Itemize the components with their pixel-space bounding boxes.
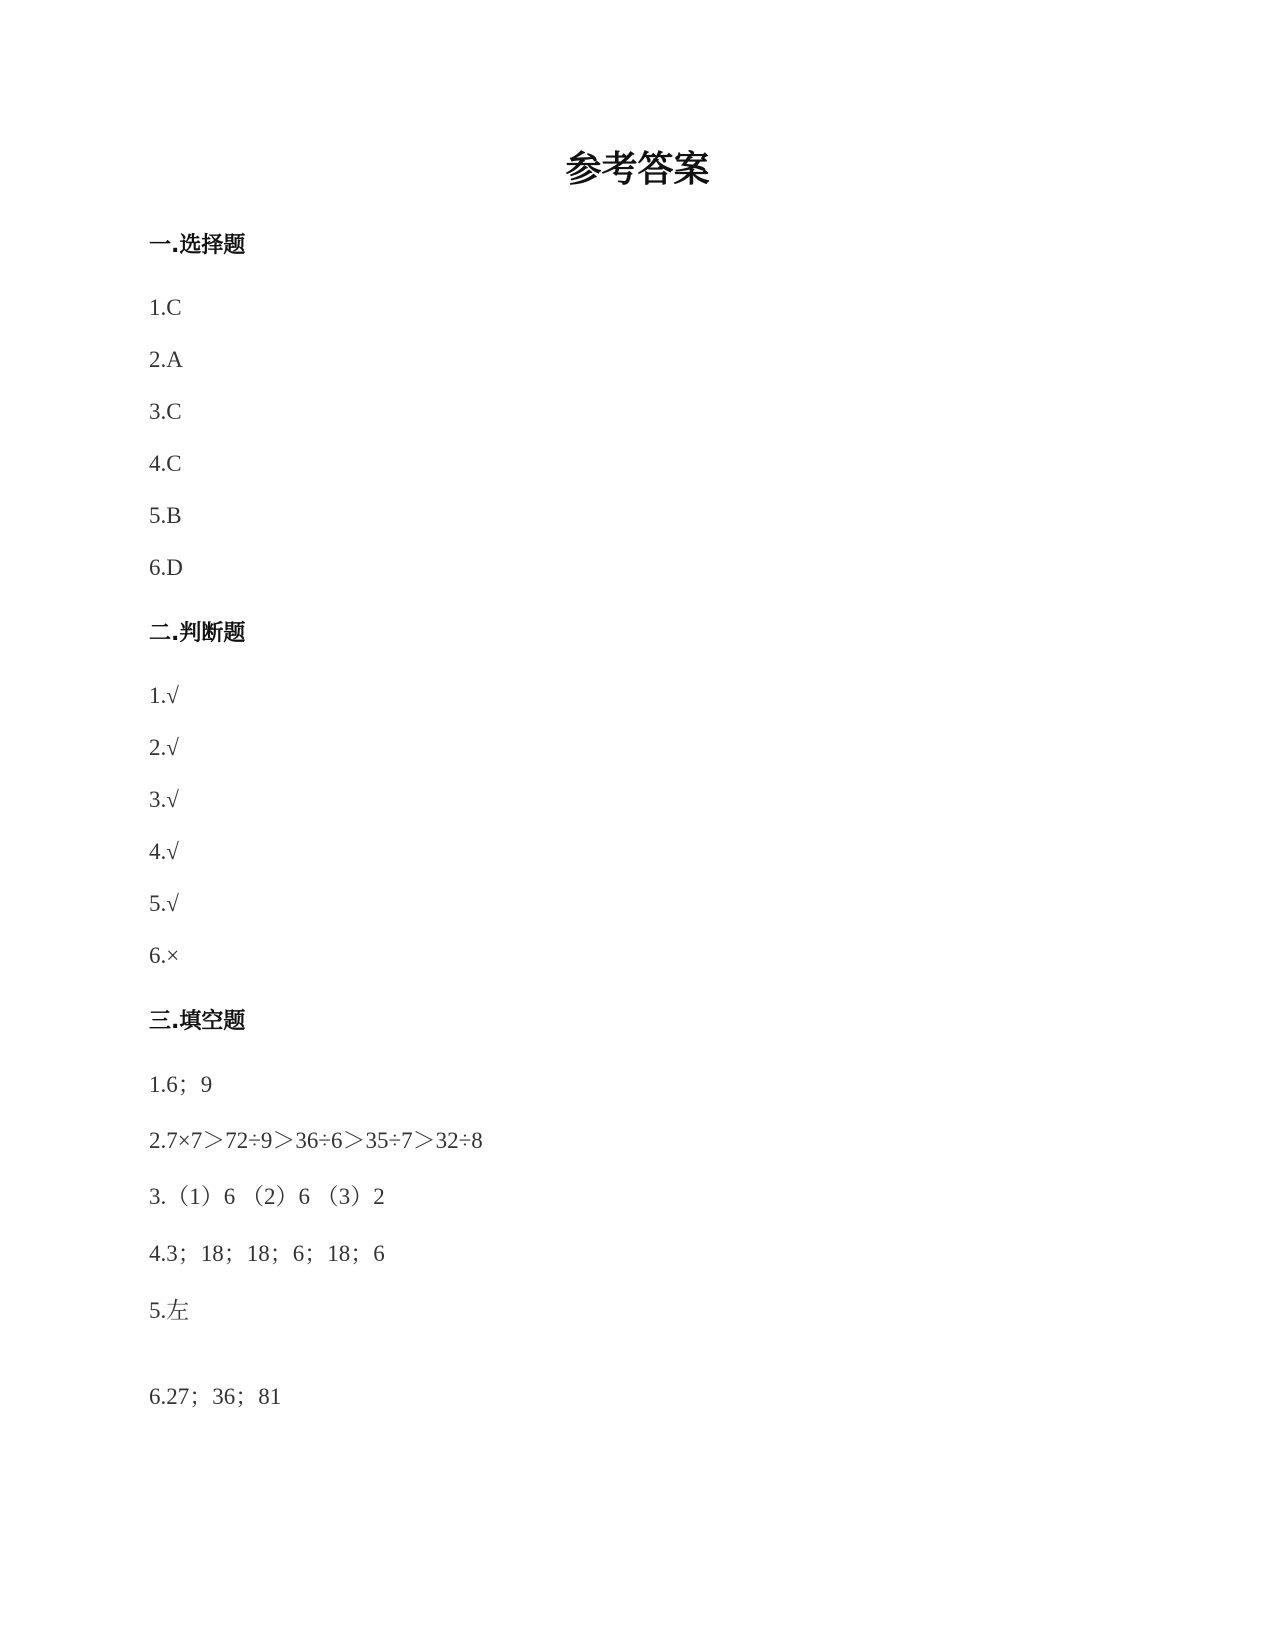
choice-answer-4: 4.C [149,451,182,476]
fill-answer-1: 1.6；9 [149,1072,213,1097]
section-heading-choice: 一.选择题 [149,233,246,258]
section-heading-fill-blank: 三.填空题 [149,1009,246,1034]
fill-answer-4: 4.3；18；18；6；18；6 [149,1241,385,1266]
fill-answer-2: 2.7×7＞72÷9＞36÷6＞35÷7＞32÷8 [149,1128,483,1153]
choice-answer-5: 5.B [149,503,182,528]
judgement-answer-5: 5.√ [149,891,179,916]
section-heading-judgement: 二.判断题 [149,621,246,646]
judgement-answer-2: 2.√ [149,735,179,760]
choice-answer-2: 2.A [149,347,183,372]
judgement-answer-3: 3.√ [149,787,179,812]
fill-answer-6: 6.27；36；81 [149,1384,282,1409]
choice-answer-6: 6.D [149,555,183,580]
judgement-answer-4: 4.√ [149,839,179,864]
judgement-answer-6: 6.× [149,943,180,968]
judgement-answer-1: 1.√ [149,683,179,708]
choice-answer-1: 1.C [149,295,182,320]
fill-answer-5: 5.左 [149,1298,190,1323]
choice-answer-3: 3.C [149,399,182,424]
page-title: 参考答案 [565,149,710,190]
fill-answer-3: 3.（1）6 （2）6 （3）2 [149,1184,385,1209]
